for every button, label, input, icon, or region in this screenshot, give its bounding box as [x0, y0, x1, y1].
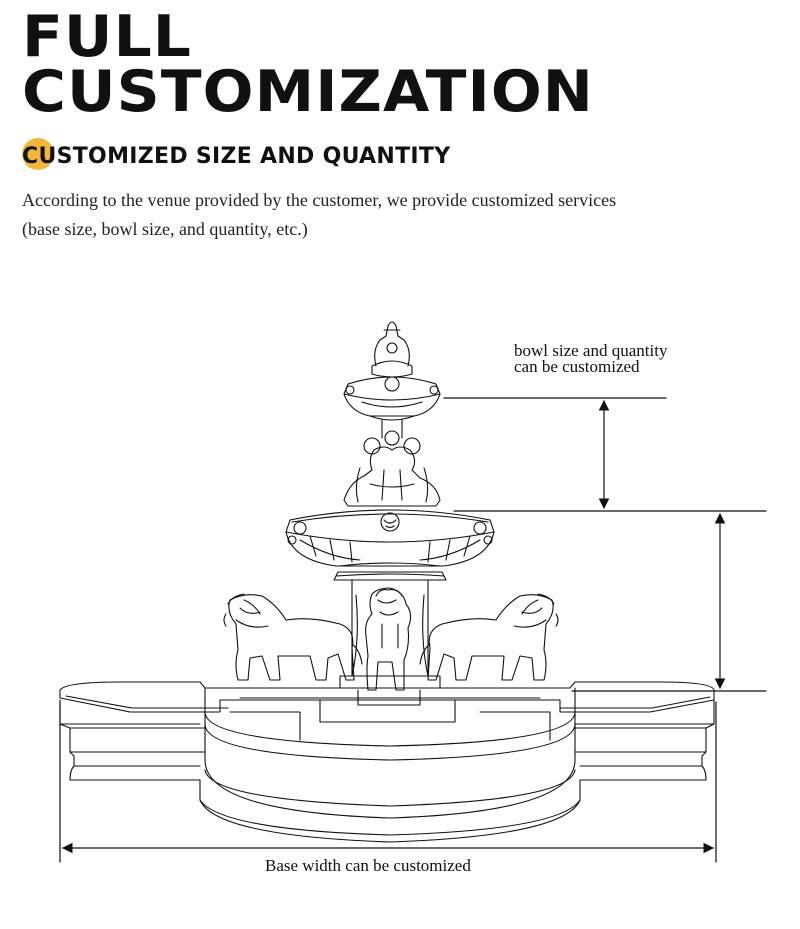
section-subtitle: CUSTOMIZED SIZE AND QUANTITY: [22, 144, 451, 169]
page-title-line-2: CUSTOMIZATION: [22, 59, 594, 125]
children-statue-group: [344, 420, 440, 506]
left-lion: [224, 594, 362, 680]
description-line-2: (base size, bowl size, and quantity, etc.): [22, 219, 308, 239]
description-line-1: According to the venue provided by the customer, we provide customized services: [22, 190, 617, 210]
top-finial: [372, 322, 412, 377]
bowl-annotation-line-2: can be customized: [514, 357, 640, 376]
page-title-line-1: FULL: [22, 4, 192, 70]
middle-bowl: [286, 510, 494, 566]
upper-bowl: [344, 377, 440, 420]
lower-pedestal: [334, 563, 446, 690]
base-width-annotation: Base width can be customized: [265, 856, 471, 875]
right-lion: [420, 594, 558, 680]
central-plinth: [340, 676, 440, 705]
fountain-basin: [60, 682, 714, 842]
bowl-annotation-line-1: bowl size and quantity: [514, 341, 668, 360]
